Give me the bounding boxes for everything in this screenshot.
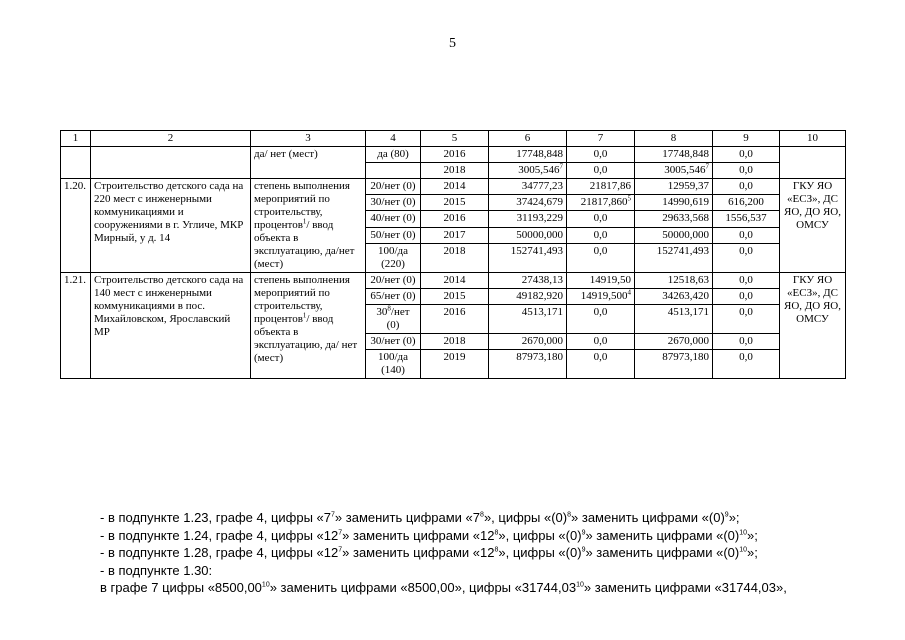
executor-cell: ГКУ ЯО «ЕСЗ», ДС ЯО, ДО ЯО, ОМСУ xyxy=(780,273,846,379)
table-row xyxy=(61,179,846,195)
note-text: - в подпункте 1.28, графе 4, цифры «12 xyxy=(100,545,339,560)
federal-cell xyxy=(567,289,635,305)
header-cell: 1 xyxy=(61,131,91,147)
note-text: »; xyxy=(747,545,758,560)
year-cell: 2015 xyxy=(421,289,489,305)
footnote-mark: 4 xyxy=(627,288,631,297)
regional-cell xyxy=(635,163,713,179)
header-cell: 7 xyxy=(567,131,635,147)
criterion-cell xyxy=(251,179,366,273)
federal-cell: 0,0 xyxy=(567,334,635,350)
local-cell: 0,0 xyxy=(713,350,780,379)
indicator-cell xyxy=(366,305,421,334)
footnote-mark: 7 xyxy=(338,546,343,554)
footnote-mark: 10 xyxy=(739,546,748,554)
value-text: 14919,500 xyxy=(580,290,628,302)
header-cell: 10 xyxy=(780,131,846,147)
total-cell: 152741,493 xyxy=(489,243,567,272)
header-cell: 4 xyxy=(366,131,421,147)
local-cell: 0,0 xyxy=(713,227,780,243)
footnote-mark: 10 xyxy=(261,581,270,589)
federal-cell: 14919,50 xyxy=(567,273,635,289)
regional-cell: 4513,171 xyxy=(635,305,713,334)
local-cell: 0,0 xyxy=(713,289,780,305)
total-cell: 34777,23 xyxy=(489,179,567,195)
header-cell: 2 xyxy=(91,131,251,147)
local-cell: 0,0 xyxy=(713,305,780,334)
criterion-cell xyxy=(251,273,366,379)
total-cell: 2670,000 xyxy=(489,334,567,350)
regional-cell: 29633,568 xyxy=(635,211,713,227)
regional-cell: 17748,848 xyxy=(635,147,713,163)
indicator-cell: 50/нет (0) xyxy=(366,227,421,243)
note-text: »; xyxy=(747,527,758,543)
footnote-mark: 9 xyxy=(581,546,586,554)
federal-cell: 0,0 xyxy=(567,211,635,227)
note-text: - в подпункте 1.23, графе 4, цифры «7 xyxy=(100,510,331,525)
total-cell: 87973,180 xyxy=(489,350,567,379)
indicator-cell xyxy=(366,163,421,179)
regional-cell: 152741,493 xyxy=(635,243,713,272)
regional-cell: 87973,180 xyxy=(635,350,713,379)
footnote-mark: 8 xyxy=(480,511,484,519)
year-cell: 2018 xyxy=(421,243,489,272)
program-table xyxy=(60,130,846,379)
total-cell: 37424,679 xyxy=(489,195,567,211)
footnote-mark: 9 xyxy=(724,511,729,519)
local-cell: 0,0 xyxy=(713,273,780,289)
total-cell xyxy=(489,163,567,179)
criterion-text: степень выполнения мероприятий по строительству, процентов xyxy=(254,180,350,231)
footnote-mark: 7 xyxy=(559,162,563,171)
year-cell: 2016 xyxy=(421,305,489,334)
note-line xyxy=(100,509,890,527)
note-text: - в подпункте 1.24, графе 4, цифры «12 xyxy=(100,527,339,543)
regional-cell: 12518,63 xyxy=(635,273,713,289)
footnote-mark: 1 xyxy=(302,217,307,226)
total-cell: 17748,848 xyxy=(489,147,567,163)
regional-cell: 34263,420 xyxy=(635,289,713,305)
footnote-mark: 8 xyxy=(494,529,499,537)
year-cell: 2016 xyxy=(421,147,489,163)
note-text: », цифры «(0) xyxy=(498,545,582,560)
local-cell: 0,0 xyxy=(713,147,780,163)
regional-cell: 2670,000 xyxy=(635,334,713,350)
note-text: » заменить цифрами «31744,03», xyxy=(583,580,787,595)
local-cell: 616,200 xyxy=(713,195,780,211)
header-cell: 5 xyxy=(421,131,489,147)
local-cell: 0,0 xyxy=(713,179,780,195)
note-text: » заменить цифрами «(0) xyxy=(585,545,740,560)
indicator-cell: 65/нет (0) xyxy=(366,289,421,305)
value-text: 21817,860 xyxy=(580,196,628,209)
federal-cell: 0,0 xyxy=(567,227,635,243)
local-cell: 0,0 xyxy=(713,243,780,272)
criterion-text: / ввод объекта в эксплуатацию, да/ нет (мест) xyxy=(254,313,358,364)
indicator-cell: 30/нет (0) xyxy=(366,195,421,211)
note-text: »; xyxy=(728,510,740,525)
total-cell: 50000,000 xyxy=(489,227,567,243)
total-cell: 27438,13 xyxy=(489,273,567,289)
footnote-mark: 7 xyxy=(331,511,335,519)
note-text: » заменить цифрами «7 xyxy=(334,510,481,525)
indicator-cell: 20/нет (0) xyxy=(366,179,421,195)
note-text: » заменить цифрами «(0) xyxy=(585,527,740,543)
num-cell xyxy=(61,147,91,179)
local-cell: 0,0 xyxy=(713,334,780,350)
indicator-cell: да (80) xyxy=(366,147,421,163)
regional-cell: 14990,619 xyxy=(635,195,713,211)
federal-cell: 0,0 xyxy=(567,305,635,334)
value-text: 3005,546 xyxy=(664,164,706,176)
indicator-cell: 30/нет (0) xyxy=(366,334,421,350)
value-text: /нет (0) xyxy=(386,306,410,331)
footnote-mark: 9 xyxy=(581,529,586,537)
criterion-text: степень выполнения мероприятий по строительству, процентов xyxy=(254,274,350,325)
note-line xyxy=(100,527,890,545)
executor-cell xyxy=(780,147,846,179)
federal-cell: 0,0 xyxy=(567,350,635,379)
federal-cell xyxy=(567,195,635,211)
local-cell: 1556,537 xyxy=(713,211,780,227)
note-text: в графе 7 цифры «8500,00 xyxy=(100,580,262,595)
year-cell: 2014 xyxy=(421,273,489,289)
header-cell: 9 xyxy=(713,131,780,147)
header-row xyxy=(61,131,846,147)
note-text: » заменить цифрами «8500,00», цифры «31744,03 xyxy=(269,580,577,595)
note-text: », цифры «(0) xyxy=(498,527,582,543)
name-cell: Строительство детского сада на 140 мест с инженерными коммуникациями в пос. Михайловском, Ярославский МР xyxy=(91,273,251,379)
header-cell: 3 xyxy=(251,131,366,147)
num-cell: 1.21. xyxy=(61,273,91,379)
indicator-cell: 40/нет (0) xyxy=(366,211,421,227)
header-cell: 8 xyxy=(635,131,713,147)
note-line xyxy=(100,579,890,597)
federal-cell: 21817,86 xyxy=(567,179,635,195)
footnote-mark: 5 xyxy=(627,194,631,203)
regional-cell: 50000,000 xyxy=(635,227,713,243)
indicator-cell: 100/да (220) xyxy=(366,243,421,272)
footnote-mark: 10 xyxy=(739,529,748,537)
local-cell: 0,0 xyxy=(713,163,780,179)
indicator-cell: 20/нет (0) xyxy=(366,273,421,289)
note-line: - в подпункте 1.30: xyxy=(100,562,213,578)
total-cell: 4513,171 xyxy=(489,305,567,334)
header-cell: 6 xyxy=(489,131,567,147)
federal-cell: 0,0 xyxy=(567,163,635,179)
value-text: 3005,546 xyxy=(518,164,560,176)
amendment-notes xyxy=(100,509,890,597)
criterion-cell: да/ нет (мест) xyxy=(251,147,366,179)
year-cell: 2017 xyxy=(421,227,489,243)
name-cell xyxy=(91,147,251,179)
value-text: 30 xyxy=(376,306,388,318)
executor-cell: ГКУ ЯО «ЕСЗ», ДС ЯО, ДО ЯО, ОМСУ xyxy=(780,179,846,273)
total-cell: 31193,229 xyxy=(489,211,567,227)
footnote-mark: 8 xyxy=(494,546,499,554)
num-cell: 1.20. xyxy=(61,179,91,273)
criterion-text: / ввод объекта в эксплуатацию, да/нет (мест) xyxy=(254,219,355,270)
federal-cell: 0,0 xyxy=(567,243,635,272)
note-line xyxy=(100,544,890,562)
table-row xyxy=(61,273,846,289)
footnote-mark: 1 xyxy=(302,311,307,320)
indicator-cell: 100/да (140) xyxy=(366,350,421,379)
federal-cell: 0,0 xyxy=(567,147,635,163)
name-cell: Строительство детского сада на 220 мест с инженерными коммуникациями и сооружениями в г. Угличе, МКР Мирный, у д. 14 xyxy=(91,179,251,273)
footnote-mark: 8 xyxy=(387,304,391,313)
year-cell: 2015 xyxy=(421,195,489,211)
note-text: » заменить цифрами «12 xyxy=(342,527,495,543)
page-number: 5 xyxy=(449,36,456,51)
footnote-mark: 7 xyxy=(705,162,709,171)
regional-cell: 12959,37 xyxy=(635,179,713,195)
year-cell: 2019 xyxy=(421,350,489,379)
table-row xyxy=(61,147,846,163)
year-cell: 2018 xyxy=(421,334,489,350)
year-cell: 2018 xyxy=(421,163,489,179)
year-cell: 2016 xyxy=(421,211,489,227)
footnote-mark: 10 xyxy=(576,581,584,589)
note-text: » заменить цифрами «12 xyxy=(342,545,495,560)
total-cell: 49182,920 xyxy=(489,289,567,305)
footnote-mark: 8 xyxy=(567,511,572,519)
note-text: », цифры «(0) xyxy=(483,510,568,525)
note-text: » заменить цифрами «(0) xyxy=(571,510,725,525)
year-cell: 2014 xyxy=(421,179,489,195)
footnote-mark: 7 xyxy=(338,529,343,537)
